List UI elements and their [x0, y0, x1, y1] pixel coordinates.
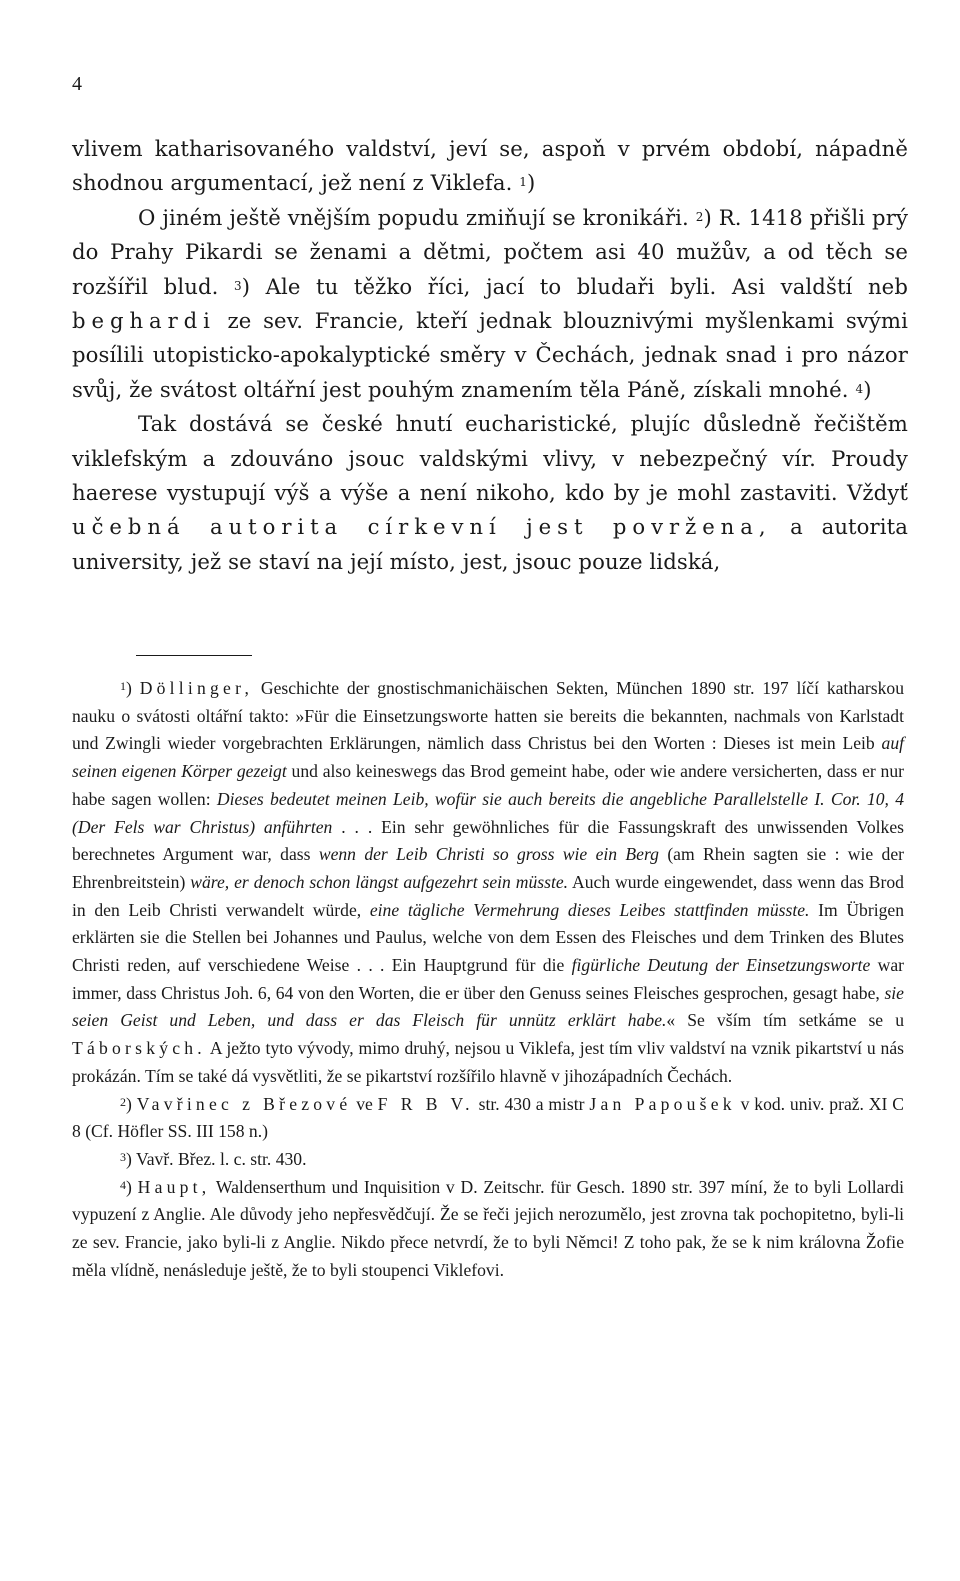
footnote-1-italic-4: wäre, er denoch schon längst aufgezehrt sein müsste. — [190, 871, 569, 892]
footnote-2-spaced-1: Vavřinec z Březové — [136, 1093, 352, 1114]
footnote-1-italic-5: eine tägliche Vermehrung dieses Leibes stattfinden müsste. — [369, 899, 810, 920]
footnote-1-spaced: Táborských. — [72, 1038, 206, 1059]
footnote-4 — [72, 1174, 904, 1285]
paragraph-2-text-c: ) Ale tu těžko říci, jací to bludaři byli. Asi valdští neb — [241, 273, 908, 299]
footnote-ref-2: 2 — [695, 209, 704, 224]
paragraph-1-text: vlivem katharisovaného valdství, jeví se, aspoň v prvém období, nápadně shodnou argumentací, jež není z Viklefa. — [72, 136, 908, 196]
footnote-1 — [72, 675, 904, 1091]
footnotes — [72, 675, 904, 1284]
footnote-ref-paren: ) — [863, 376, 872, 402]
footnote-2-mark: 2 — [120, 1094, 126, 1109]
footnote-4-text: Waldenserthum und Inquisition v D. Zeitschr. für Gesch. 1890 str. 397 míní, že to byli Lollardi vypuzení z Anglie. Ale důvody jeho nepřesvědčují. Že se řeči jejich nerozumělo, jest zrovna tak pochopitetno, byli-li ze sev. Francie, jako byli-li z Anglie. Nikdo přece netvrdí, že to byli Němci! Z toho pak, že se k nim královna Žofie měla vlídně, nenásleduje ještě, že to byli stoupenci Viklefovi. — [72, 1176, 904, 1280]
footnote-1-italic-3: wenn der Leib Christi so gross wie ein Berg — [318, 844, 659, 865]
footnote-separator — [136, 655, 252, 656]
footnote-2-text-3: v kod. univ. praž. XI C 8 (Cf. Höfler SS. III 158 n.) — [72, 1093, 904, 1142]
paragraph-3-text-a: Tak dostává se české hnutí eucharistické, plujíc důsledně řečištěm viklefským a zdouváno jsouc valdskými vlivy, v nebezpečný vír. Proudy haerese vystupují výš a výše a není nikoho, kdo by je mohl zastaviti. Vždyť — [72, 411, 908, 506]
footnote-2-paren: ) — [126, 1093, 132, 1114]
footnote-ref-3: 3 — [233, 278, 242, 293]
footnote-ref-4: 4 — [855, 381, 864, 396]
main-text — [72, 132, 908, 579]
spaced-emphasis-beghardi: beghardi — [72, 308, 216, 334]
paragraph-1 — [72, 132, 908, 201]
footnote-ref-1: 1 — [519, 175, 528, 190]
paragraph-2-text-d: ze sev. Francie, kteří jednak blouznivými myšlenkami svými posílili utopisticko-apokalyptické směry v Čechách, jednak snad i pro názor svůj, že svátost oltářní jest pouhým znamením těla Páně, získali mnohé. — [72, 308, 908, 402]
footnote-4-paren: ) — [126, 1176, 132, 1197]
paragraph-2 — [72, 201, 908, 407]
footnote-2 — [72, 1091, 904, 1146]
footnote-3 — [72, 1146, 904, 1174]
footnote-3-mark: 3 — [120, 1149, 126, 1164]
footnote-3-paren: ) — [126, 1148, 132, 1169]
spaced-emphasis-autorita: učebná autorita církevní jest povržena, — [72, 514, 772, 540]
footnote-1-text-9: A ježto tyto vývody, mimo druhý, nejsou u Viklefa, jest tím vliv valdství na vznik pikartství u nás prokázán. Tím se také dá vysvětliti, že se pikartství rozšířilo hlavně v jihozápadních Čechách. — [72, 1038, 904, 1086]
footnote-1-italic-7: sie seien Geist und Leben, und dass er das Fleisch für unnütz erklärt habe. — [72, 982, 904, 1031]
footnote-1-text-6: Im Übrigen erklärten sie die Stellen bei Johannes und Paulus, welche von dem Essen des Fleisches und dem Trinken des Blutes Christi reden, auf verschiedene Weise . . . Ein Hauptgrund für die — [72, 899, 905, 976]
footnote-4-author: Haupt, — [137, 1176, 211, 1197]
footnote-2-text-2: str. 430 a mistr — [478, 1093, 585, 1114]
footnote-3-text: Vavř. Břez. l. c. str. 430. — [135, 1148, 307, 1169]
footnote-1-text-3: . . . Ein sehr gewöhnliches für die Fassungskraft des unwissenden Volkes berechnetes Argument war, dass — [72, 816, 905, 865]
footnote-1-italic-1: auf seinen eigenen Körper gezeigt — [72, 733, 904, 782]
page-number: 4 — [72, 73, 82, 95]
footnote-1-paren: ) — [126, 678, 132, 698]
footnote-2-spaced-2: F R B V. — [377, 1093, 474, 1114]
footnote-1-text-7: war immer, dass Christus Joh. 6, 64 von den Worten, die er über den Genuss seines Fleisches gesprochen, gesagt habe, — [72, 955, 904, 1003]
footnote-2-text-1: ve — [356, 1093, 373, 1114]
footnote-1-italic-2: Dieses bedeutet meinen Leib, wofür sie auch bereits die angebliche Parallelstelle I. Cor. 10, 4 (Der Fels war Christus) anführten — [72, 788, 905, 837]
paragraph-2-text-b: ) R. 1418 přišli prý do Prahy Pikardi se ženami a dětmi, počtem asi 40 mužův, a od těch se rozšířil blud. — [72, 204, 909, 299]
footnote-ref-paren: ) — [527, 170, 536, 196]
paragraph-3-text-b: a autorita university, jež se staví na její místo, jest, jsouc pouze lidská, — [72, 514, 908, 574]
footnote-1-text-5: Auch wurde eingewendet, dass wenn das Brod in den Leib Christi verwandelt würde, — [72, 871, 904, 920]
paragraph-2-text-a: O jiném ještě vnějším popudu zmiňují se kronikáři. — [138, 204, 689, 230]
footnote-1-text-1: Geschichte der gnostischmanichäischen Sekten, München 1890 str. 197 líčí katharskou nauku o svátosti oltářní takto: »Für die Einsetzungsworte hatten sie bereits die bekannten, nachmals von Karlstadt und Zwingli wieder vorgebrachten Erklärungen, nämlich dass Christus bei den Worten : Dieses ist mein Leib — [72, 678, 905, 754]
footnote-2-spaced-3: Jan Papoušek — [589, 1093, 736, 1114]
footnote-1-author: Döllinger, — [139, 678, 254, 698]
footnote-1-mark: 1 — [120, 679, 126, 693]
footnote-4-mark: 4 — [120, 1177, 126, 1192]
paragraph-3 — [72, 407, 908, 579]
footnote-1-text-2: und also keineswegs das Brod gemeint habe, oder wie andere versicherten, dass er nur habe sagen wollen: — [72, 761, 904, 809]
footnote-1-italic-6: figürliche Deutung der Einsetzungsworte — [571, 955, 871, 976]
footnote-1-text-4: (am Rhein sagten sie : wie der Ehrenbreitstein) — [72, 844, 905, 892]
footnote-1-text-8: « Se vším tím setkáme se u — [666, 1010, 904, 1031]
